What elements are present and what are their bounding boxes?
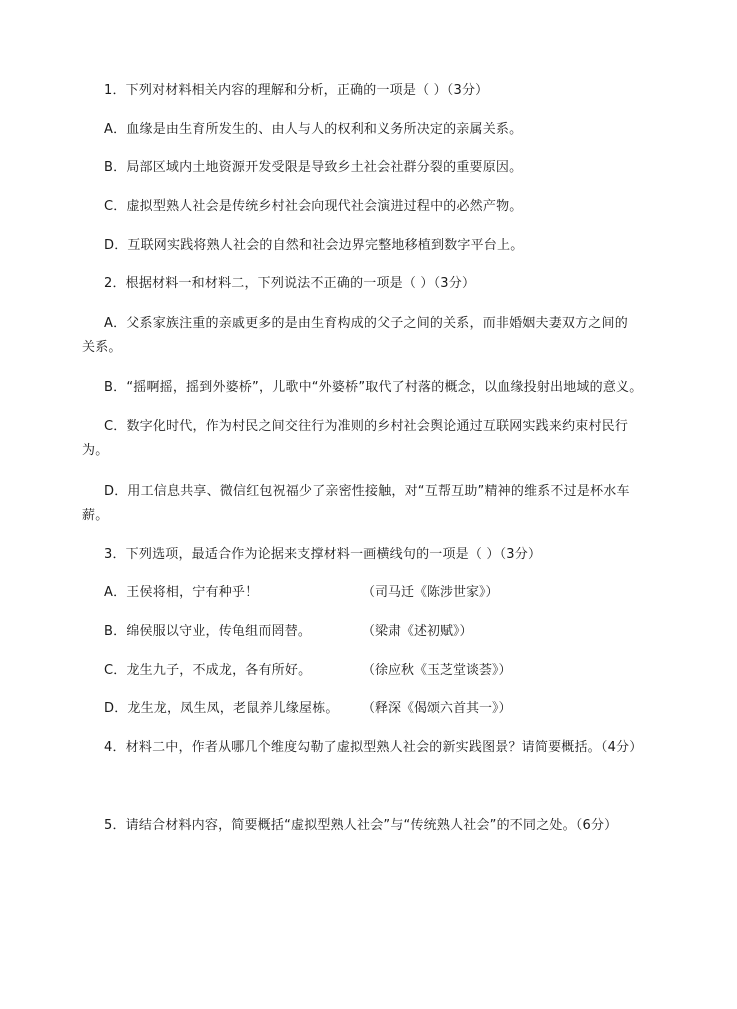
q2-option-d: D．用工信息共享、微信红包祝福少了亲密性接触，对“互帮互助”精神的维系不过是杯水车 xyxy=(104,484,630,499)
q1-option-c: C．虚拟型熟人社会是传统乡村社会向现代社会演进过程中的必然产物。 xyxy=(104,199,523,214)
q2-option-c: C．数字化时代，作为村民之间交往行为准则的乡村社会舆论通过互联网实践来约束村民行 xyxy=(104,419,629,434)
q2-option-d-cont: 薪。 xyxy=(82,508,109,523)
q2-stem: 2．根据材料一和材料二，下列说法不正确的一项是（ ）（3分） xyxy=(104,276,476,291)
q5-stem: 5．请结合材料内容，简要概括“虚拟型熟人社会”与“传统熟人社会”的不同之处。（6分） xyxy=(104,818,618,833)
q3-option-b-source: （梁肃《述初赋》） xyxy=(362,624,473,639)
q2-option-a: A．父系家族注重的亲戚更多的是由生育构成的父子之间的关系，而非婚姻夫妻双方之间的 xyxy=(104,316,628,331)
q2-option-c-cont: 为。 xyxy=(82,443,109,458)
q1-option-b: B．局部区域内土地资源开发受限是导致乡土社会社群分裂的重要原因。 xyxy=(104,160,523,175)
q3-option-d-source: （释深《偈颂六首其一》） xyxy=(362,701,512,716)
q3-option-c-source: （徐应秋《玉芝堂谈荟》） xyxy=(362,663,512,678)
q3-option-d: D．龙生龙，凤生凤，老鼠养儿缘屋栋。 xyxy=(104,701,339,716)
q3-option-b: B．绵侯服以守业，传龟组而罔替。 xyxy=(104,624,312,639)
q3-stem: 3．下列选项，最适合作为论据来支撑材料一画横线句的一项是（ ）（3分） xyxy=(104,547,542,562)
q2-option-a-cont: 关系。 xyxy=(82,340,122,355)
q1-option-a: A．血缘是由生育所发生的、由人与人的权利和义务所决定的亲属关系。 xyxy=(104,122,523,137)
q1-stem: 1．下列对材料相关内容的理解和分析，正确的一项是（ ）（3分） xyxy=(104,83,489,98)
q3-option-c: C．龙生九子，不成龙，各有所好。 xyxy=(104,663,312,678)
q2-option-b: B．“摇啊摇，摇到外婆桥”，儿歌中“外婆桥”取代了村落的概念，以血缘投射出地域的意义。 xyxy=(104,380,643,395)
q1-option-d: D．互联网实践将熟人社会的自然和社会边界完整地移植到数字平台上。 xyxy=(104,238,524,253)
q3-option-a: A．王侯将相，宁有种乎！ xyxy=(104,585,259,600)
q4-stem: 4．材料二中，作者从哪几个维度勾勒了虚拟型熟人社会的新实践图景？请简要概括。（4分） xyxy=(104,740,643,755)
q3-option-a-source: （司马迁《陈涉世家》） xyxy=(362,585,499,600)
